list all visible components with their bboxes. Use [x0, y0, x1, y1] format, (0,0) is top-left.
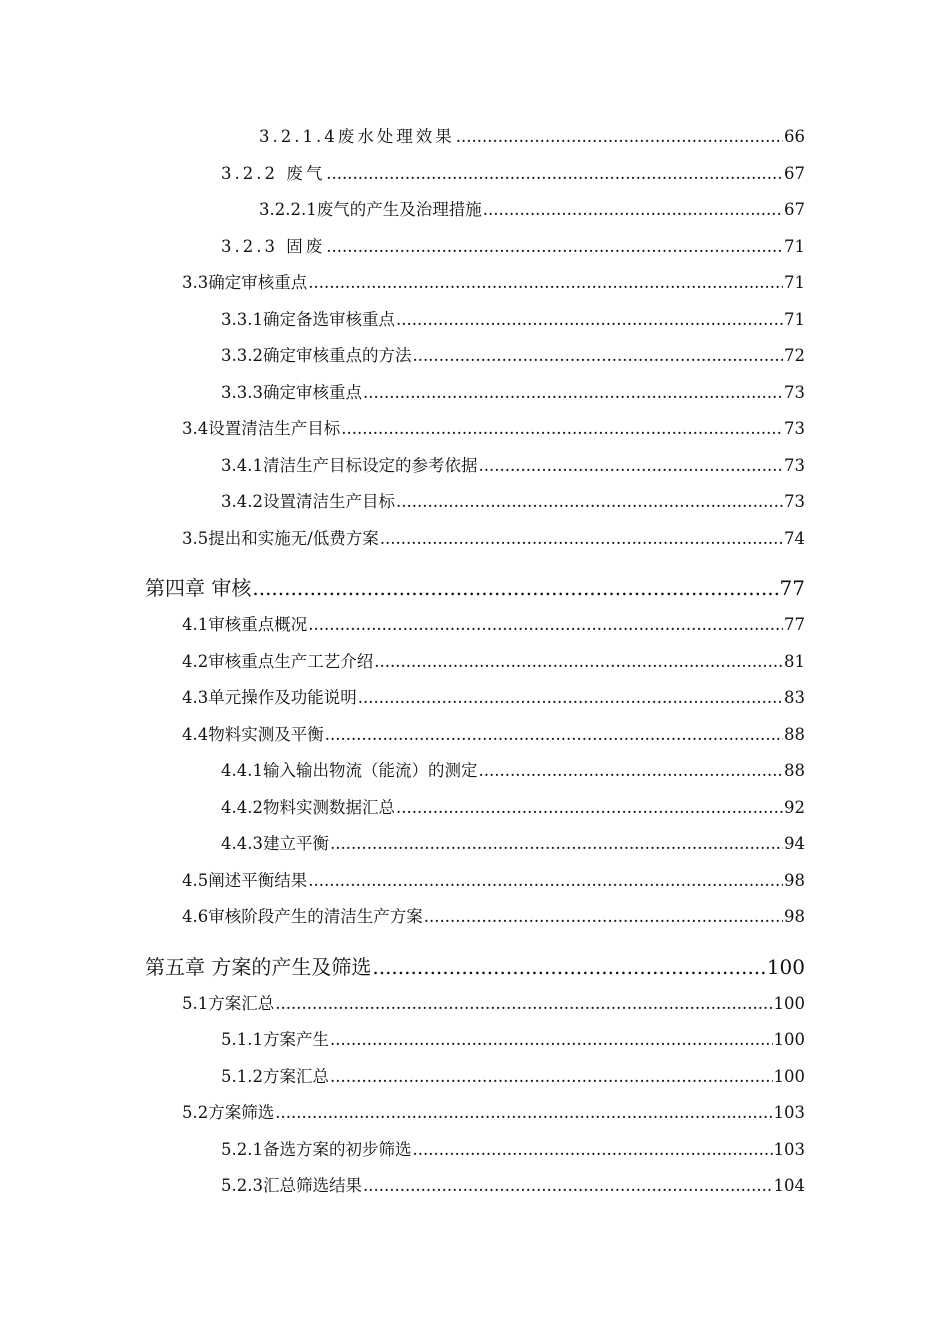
dot-leader [275, 1101, 772, 1125]
toc-entry-title: 3.4设置清洁生产目标 [182, 419, 341, 438]
toc-chapter-title: 第五章 方案的产生及筛选 [145, 955, 372, 979]
toc-page-number: 72 [784, 346, 805, 365]
toc-entry-5-1-1 [221, 1028, 805, 1052]
dot-leader [380, 527, 783, 551]
dot-leader [330, 1028, 773, 1052]
toc-entry-4-6 [182, 905, 805, 929]
toc-chapter-5 [145, 953, 805, 981]
toc-entry-3-3-3 [221, 381, 805, 405]
dot-leader [326, 235, 783, 259]
toc-entry-title: 3.2.1.4废水处理效果 [259, 127, 455, 146]
toc-entry-3-3-1 [221, 308, 805, 332]
toc-entry-4-4-2 [221, 796, 805, 820]
toc-entry-3-4 [182, 417, 805, 441]
toc-entry-title: 3.3确定审核重点 [182, 273, 308, 292]
toc-entry-3-2-2-1 [259, 198, 805, 222]
dot-leader [396, 308, 783, 332]
toc-page-number: 100 [773, 994, 805, 1013]
toc-entry-title: 4.1审核重点概况 [182, 615, 308, 634]
toc-page-number: 77 [784, 615, 805, 634]
toc-chapter-title: 第四章 审核 [145, 576, 252, 600]
toc-page-number: 103 [773, 1140, 805, 1159]
dot-leader [478, 759, 783, 783]
dot-leader [374, 650, 783, 674]
dot-leader [372, 953, 765, 981]
toc-entry-4-2 [182, 650, 805, 674]
toc-page-number: 66 [784, 127, 805, 146]
dot-leader [363, 381, 783, 405]
toc-entry-3-3 [182, 271, 805, 295]
toc-page-number: 98 [784, 907, 805, 926]
toc-page-number: 104 [773, 1176, 805, 1195]
toc-page-number: 100 [766, 955, 805, 979]
toc-page-number: 73 [784, 383, 805, 402]
toc-entry-title: 4.4.1输入输出物流（能流）的测定 [221, 761, 478, 780]
toc-entry-5-2-3 [221, 1174, 805, 1198]
toc-entry-title: 3.2.2 废气 [221, 164, 326, 183]
dot-leader [330, 1065, 773, 1089]
toc-entry-title: 5.2方案筛选 [182, 1103, 275, 1122]
dot-leader [252, 574, 778, 602]
toc-entry-3-2-3 [221, 235, 805, 259]
dot-leader [412, 1138, 772, 1162]
toc-entry-5-2 [182, 1101, 805, 1125]
toc-page-number: 74 [784, 529, 805, 548]
toc-entry-3-5 [182, 527, 805, 551]
toc-page-number: 88 [784, 725, 805, 744]
dot-leader [325, 723, 783, 747]
dot-leader [308, 271, 783, 295]
dot-leader [363, 1174, 773, 1198]
toc-entry-5-2-1 [221, 1138, 805, 1162]
dot-leader [330, 832, 783, 856]
toc-page-number: 71 [784, 237, 805, 256]
dot-leader [456, 125, 783, 149]
toc-entry-title: 5.1.1方案产生 [221, 1030, 329, 1049]
toc-entry-title: 4.4.3建立平衡 [221, 834, 329, 853]
toc-chapter-4 [145, 574, 805, 602]
toc-entry-4-4-1 [221, 759, 805, 783]
toc-page-number: 77 [779, 576, 805, 600]
toc-entry-5-1-2 [221, 1065, 805, 1089]
toc-page-number: 71 [784, 310, 805, 329]
toc-entry-title: 5.1.2方案汇总 [221, 1067, 329, 1086]
toc-entry-3-4-1 [221, 454, 805, 478]
toc-entry-title: 3.4.2设置清洁生产目标 [221, 492, 395, 511]
toc-page-number: 73 [784, 456, 805, 475]
toc-entry-4-5 [182, 869, 805, 893]
dot-leader [412, 344, 783, 368]
toc-entry-title: 5.2.1备选方案的初步筛选 [221, 1140, 412, 1159]
dot-leader [308, 869, 783, 893]
dot-leader [308, 613, 783, 637]
toc-entry-title: 3.2.2.1废气的产生及治理措施 [259, 200, 482, 219]
toc-entry-3-3-2 [221, 344, 805, 368]
toc-entry-title: 4.6审核阶段产生的清洁生产方案 [182, 907, 423, 926]
toc-entry-title: 3.5提出和实施无/低费方案 [182, 529, 379, 548]
dot-leader [396, 796, 783, 820]
toc-page-number: 103 [773, 1103, 805, 1122]
dot-leader [358, 686, 783, 710]
toc-page-number: 83 [784, 688, 805, 707]
toc-entry-3-2-1-4 [259, 125, 805, 149]
toc-entry-3-4-2 [221, 490, 805, 514]
toc-page-number: 71 [784, 273, 805, 292]
dot-leader [326, 162, 783, 186]
dot-leader [341, 417, 783, 441]
toc-page-number: 94 [784, 834, 805, 853]
toc-page-number: 67 [784, 164, 805, 183]
toc-page-number: 98 [784, 871, 805, 890]
toc-entry-title: 3.2.3 固废 [221, 237, 326, 256]
toc-entry-4-1 [182, 613, 805, 637]
toc-entry-4-4-3 [221, 832, 805, 856]
dot-leader [424, 905, 783, 929]
toc-page-number: 81 [784, 652, 805, 671]
toc-page-number: 88 [784, 761, 805, 780]
toc-entry-5-1 [182, 992, 805, 1016]
toc-entry-title: 4.4物料实测及平衡 [182, 725, 324, 744]
toc-entry-title: 4.5阐述平衡结果 [182, 871, 308, 890]
toc-entry-title: 4.2审核重点生产工艺介绍 [182, 652, 374, 671]
toc-entry-4-4 [182, 723, 805, 747]
toc-page-number: 73 [784, 419, 805, 438]
toc-entry-4-3 [182, 686, 805, 710]
toc-entry-3-2-2 [221, 162, 805, 186]
toc-entry-title: 3.3.3确定审核重点 [221, 383, 362, 402]
toc-entry-title: 4.3单元操作及功能说明 [182, 688, 357, 707]
dot-leader [483, 198, 783, 222]
toc-entry-title: 5.2.3汇总筛选结果 [221, 1176, 362, 1195]
toc-entry-title: 3.3.1确定备选审核重点 [221, 310, 395, 329]
toc-entry-title: 4.4.2物料实测数据汇总 [221, 798, 395, 817]
toc-entry-title: 5.1方案汇总 [182, 994, 275, 1013]
dot-leader [396, 490, 783, 514]
toc-page-number: 92 [784, 798, 805, 817]
toc-page-number: 73 [784, 492, 805, 511]
dot-leader [275, 992, 772, 1016]
toc-entry-title: 3.4.1清洁生产目标设定的参考依据 [221, 456, 478, 475]
toc-page-number: 100 [773, 1030, 805, 1049]
toc-entry-title: 3.3.2确定审核重点的方法 [221, 346, 412, 365]
toc-page-number: 100 [773, 1067, 805, 1086]
toc-page-number: 67 [784, 200, 805, 219]
dot-leader [478, 454, 783, 478]
